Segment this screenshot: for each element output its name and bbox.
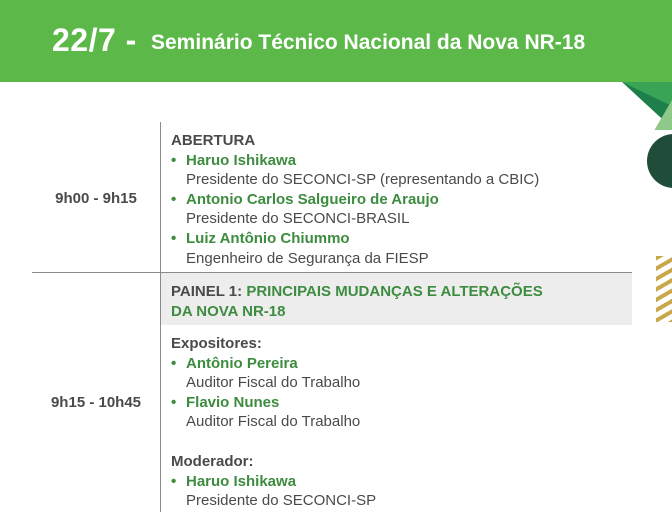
event-title: Seminário Técnico Nacional da Nova NR-18 [151, 31, 586, 54]
speaker-role: Engenheiro de Segurança da FIESP [186, 249, 429, 267]
speaker-name: Flavio Nunes [186, 393, 280, 411]
speakers-label: Expositores: [171, 335, 262, 352]
bullet-icon: • [171, 229, 177, 247]
page-header [0, 0, 672, 82]
bullet-icon: • [171, 151, 177, 169]
moderator-name: Haruo Ishikawa [186, 472, 297, 490]
decorative-circle [647, 134, 672, 188]
speaker-name: Luiz Antônio Chiummo [186, 229, 350, 247]
panel-title [171, 282, 543, 321]
bullet-icon: • [171, 472, 177, 490]
speaker-name: Antônio Pereira [186, 354, 298, 372]
session-opening [171, 131, 539, 268]
speaker-role: Presidente do SECONCI-BRASIL [186, 210, 410, 228]
moderator-role: Presidente do SECONCI-SP [186, 492, 377, 510]
speaker-item [171, 151, 539, 190]
time-slot-1: 9h00 - 9h15 [55, 190, 137, 207]
panel-title-line1: PRINCIPAIS MUDANÇAS E ALTERAÇÕES [246, 283, 543, 300]
speaker-item [171, 229, 539, 268]
session-heading: ABERTURA [171, 132, 256, 149]
panel-prefix: PAINEL 1: [171, 283, 243, 300]
speaker-name: Haruo Ishikawa [186, 151, 297, 169]
bullet-icon: • [171, 393, 177, 411]
event-date: 22/7 - [52, 22, 137, 58]
speaker-role: Presidente do SECONCI-SP (representando a CBIC) [186, 171, 540, 189]
speaker-role: Auditor Fiscal do Trabalho [186, 374, 361, 392]
moderator-item [171, 472, 376, 511]
decorative-stripes [656, 256, 672, 322]
speaker-item [171, 190, 539, 229]
panel-speakers [171, 334, 376, 511]
speaker-item [171, 354, 376, 393]
bullet-icon: • [171, 190, 177, 208]
time-slot-2: 9h15 - 10h45 [50, 394, 142, 411]
speaker-role: Auditor Fiscal do Trabalho [186, 413, 361, 431]
speaker-name: Antonio Carlos Salgueiro de Araujo [186, 190, 439, 208]
bullet-icon: • [171, 354, 177, 372]
moderator-label: Moderador: [171, 452, 254, 470]
speaker-item [171, 393, 376, 432]
panel-title-line2: DA NOVA NR-18 [171, 302, 286, 320]
